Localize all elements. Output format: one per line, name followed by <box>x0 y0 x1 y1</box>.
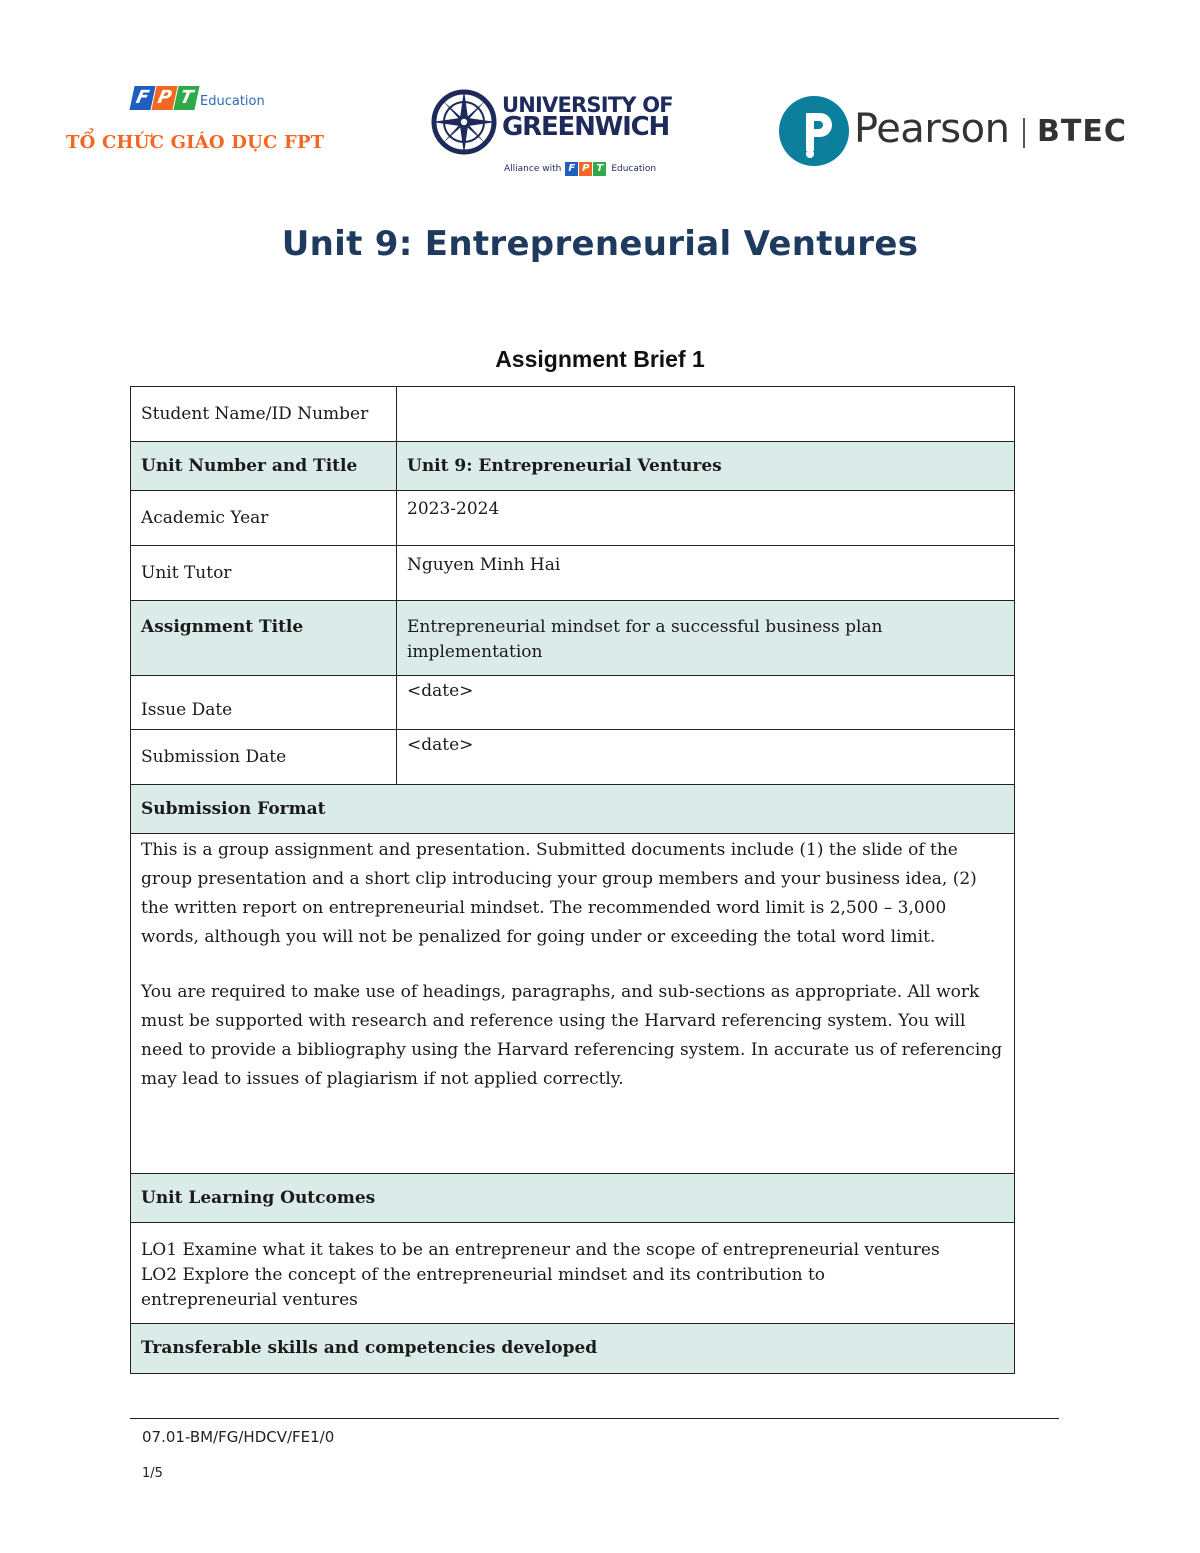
assignment-brief-title: Assignment Brief 1 <box>495 346 705 372</box>
alliance-letter-t: T <box>593 162 606 176</box>
year-label-cell: Academic Year <box>131 491 397 546</box>
submission-date-value-cell: <date> <box>397 730 1015 785</box>
issue-date-label-cell: Issue Date <box>131 676 397 730</box>
table-row-student <box>131 387 1015 442</box>
fpt-letter-p: P <box>151 86 177 110</box>
learning-outcomes-heading: Unit Learning Outcomes <box>131 1174 1015 1223</box>
table-row-format-body <box>131 834 1015 1174</box>
fpt-letter-t: T <box>173 86 199 110</box>
submission-format-paragraph-1: This is a group assignment and presentation. Submitted documents include (1) the slide of the group presentation and a short clip introducing your group members and your business idea, (2) the written report on entrepreneurial mindset. The recommended word limit is 2,500 – 3,000 words, although you will not be penalized for going under or exceeding the total word limit. <box>141 840 977 947</box>
table-row-format-heading <box>131 785 1015 834</box>
unit-value-cell: Unit 9: Entrepreneurial Ventures <box>397 442 1015 491</box>
fpt-education-label: Education <box>200 94 265 109</box>
alliance-prefix: Alliance with <box>504 164 562 174</box>
fpt-education-logo <box>66 86 336 158</box>
greenwich-wordmark <box>502 93 673 142</box>
alliance-tagline <box>504 162 656 176</box>
tutor-label-cell: Unit Tutor <box>131 546 397 601</box>
compass-emblem-icon <box>430 88 498 156</box>
submission-format-paragraph-2: You are required to make use of headings, paragraphs, and sub-sections as appropriate. All work must be supported with research and reference using the Harvard referencing system. You will need to provide a bibliography using the Harvard referencing system. In accurate us of referencing may lead to issues of plagiarism if not applied correctly. <box>141 982 1003 1089</box>
alliance-letter-f: F <box>565 162 578 176</box>
tutor-value-cell: Nguyen Minh Hai <box>397 546 1015 601</box>
submission-format-heading: Submission Format <box>131 785 1015 834</box>
alliance-suffix: Education <box>611 164 657 174</box>
transferable-skills-heading: Transferable skills and competencies developed <box>131 1324 1015 1374</box>
learning-outcomes-body <box>131 1223 1015 1324</box>
table-row-tutor <box>131 546 1015 601</box>
table-row-assignment-title <box>131 601 1015 676</box>
table-row-submission-date <box>131 730 1015 785</box>
footer-page-number: 1/5 <box>142 1466 163 1481</box>
table-row-issue-date <box>131 676 1015 730</box>
student-value-cell[interactable] <box>397 387 1015 442</box>
assignment-brief-table <box>130 386 1015 1374</box>
footer-document-code: 07.01-BM/FG/HDCV/FE1/0 <box>142 1428 335 1446</box>
submission-date-label-cell: Submission Date <box>131 730 397 785</box>
greenwich-line-1: UNIVERSITY OF <box>502 93 673 117</box>
pearson-p-icon <box>779 96 849 166</box>
btec-wordmark: BTEC <box>1037 114 1127 149</box>
unit-label-cell: Unit Number and Title <box>131 442 397 491</box>
assignment-title-value-cell: Entrepreneurial mindset for a successful business plan implementation <box>397 601 1015 676</box>
fpt-letter-f: F <box>129 86 155 110</box>
year-value-cell: 2023-2024 <box>397 491 1015 546</box>
fpt-organization-name: TỔ CHỨC GIÁO DỤC FPT <box>66 132 325 153</box>
submission-format-body <box>131 834 1015 1174</box>
table-row-year <box>131 491 1015 546</box>
unit-title: Unit 9: Entrepreneurial Ventures <box>281 224 919 264</box>
pearson-btec-logo <box>779 96 1127 168</box>
university-of-greenwich-logo <box>430 88 673 183</box>
table-row-outcomes-body <box>131 1223 1015 1324</box>
learning-outcome-lo2: LO2 Explore the concept of the entrepreneurial mindset and its contribution to entrepreneurial ventures <box>141 1265 826 1310</box>
table-row-unit <box>131 442 1015 491</box>
fpt-letter-mark <box>132 86 198 116</box>
assignment-title-label-cell: Assignment Title <box>131 601 397 676</box>
greenwich-line-2: GREENWICH <box>502 112 670 142</box>
logo-separator <box>1023 118 1025 148</box>
issue-date-value-cell: <date> <box>397 676 1015 730</box>
table-row-outcomes-heading <box>131 1174 1015 1223</box>
student-label-cell: Student Name/ID Number <box>131 387 397 442</box>
learning-outcome-lo1: LO1 Examine what it takes to be an entrepreneur and the scope of entrepreneurial ventures <box>141 1240 940 1260</box>
footer-divider <box>130 1418 1059 1419</box>
table-row-skills-heading <box>131 1324 1015 1374</box>
alliance-letter-p: P <box>579 162 592 176</box>
pearson-wordmark: Pearson <box>854 106 1010 152</box>
alliance-fpt-mark <box>565 162 607 176</box>
